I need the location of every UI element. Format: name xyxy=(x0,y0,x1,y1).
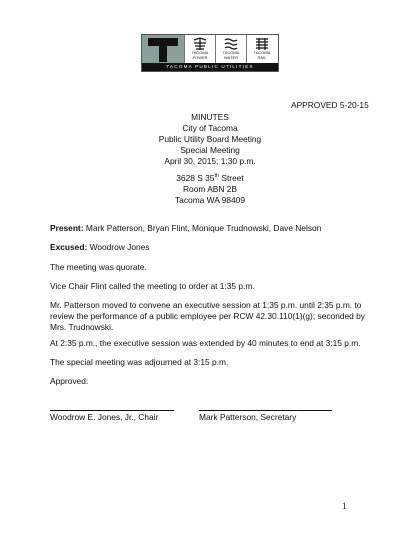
executive-session-paragraph: Mr. Patterson moved to convene an executive session at 1:35 p.m. until 2:35 p.m. to review the performance of a public employee per RCW 42.30.110(1)(g); seconded by Mrs. Trudnowski. xyxy=(50,300,365,332)
present-label: Present: xyxy=(50,223,84,233)
address-city: Tacoma WA 98409 xyxy=(175,195,245,205)
address-street: 3628 S 35th Street xyxy=(176,173,244,183)
tacoma-power-label: TACOMA POWER xyxy=(191,50,209,60)
meeting-date: April 30, 2015; 1:30 p.m. xyxy=(164,156,256,166)
power-icon xyxy=(193,37,207,51)
tacoma-rail-label: TACOMA RAIL xyxy=(253,50,271,60)
approved-label: Approved: xyxy=(50,376,89,386)
meeting-type: Special Meeting xyxy=(180,145,240,155)
tacoma-power-brand xyxy=(184,35,215,64)
water-icon xyxy=(224,37,238,51)
excused-label: Excused: xyxy=(50,242,88,252)
call-to-order-paragraph: Vice Chair Flint called the meeting to order at 1:35 p.m. xyxy=(50,281,255,291)
present-line xyxy=(50,223,321,234)
present-names: Mark Patterson, Bryan Flint, Monique Trudnowski, Dave Nelson xyxy=(85,223,322,233)
quorum-paragraph: The meeting was quorate. xyxy=(50,262,147,272)
tacoma-water-brand xyxy=(215,35,246,64)
minutes-title: MINUTES xyxy=(191,112,229,122)
page-number: 1 xyxy=(342,501,347,511)
secretary-signature-name: Mark Patterson, Secretary xyxy=(199,412,297,422)
rail-icon xyxy=(255,37,269,51)
tacoma-water-label: TACOMA WATER xyxy=(222,50,240,60)
adjournment-paragraph: The special meeting was adjourned at 3:15 p.m. xyxy=(50,357,229,367)
logo-bar-text: TACOMA PUBLIC UTILITIES xyxy=(142,63,278,71)
chair-signature-line xyxy=(50,410,174,411)
secretary-signature-line xyxy=(199,410,332,411)
address-room: Room ABN 2B xyxy=(183,184,237,194)
excused-names: Woodrow Jones xyxy=(89,242,150,252)
tacoma-rail-brand xyxy=(246,35,277,64)
approved-stamp: APPROVED 5-20-15 xyxy=(291,100,369,110)
org-name: City of Tacoma xyxy=(182,123,238,133)
extension-paragraph: At 2:35 p.m., the executive session was extended by 40 minutes to end at 3:15 p.m. xyxy=(50,338,361,348)
excused-line xyxy=(50,242,149,253)
t-letter-logo xyxy=(142,35,184,64)
board-name: Public Utility Board Meeting xyxy=(158,134,262,144)
tacoma-public-utilities-logo xyxy=(141,34,279,72)
chair-signature-name: Woodrow E. Jones, Jr., Chair xyxy=(50,412,159,422)
